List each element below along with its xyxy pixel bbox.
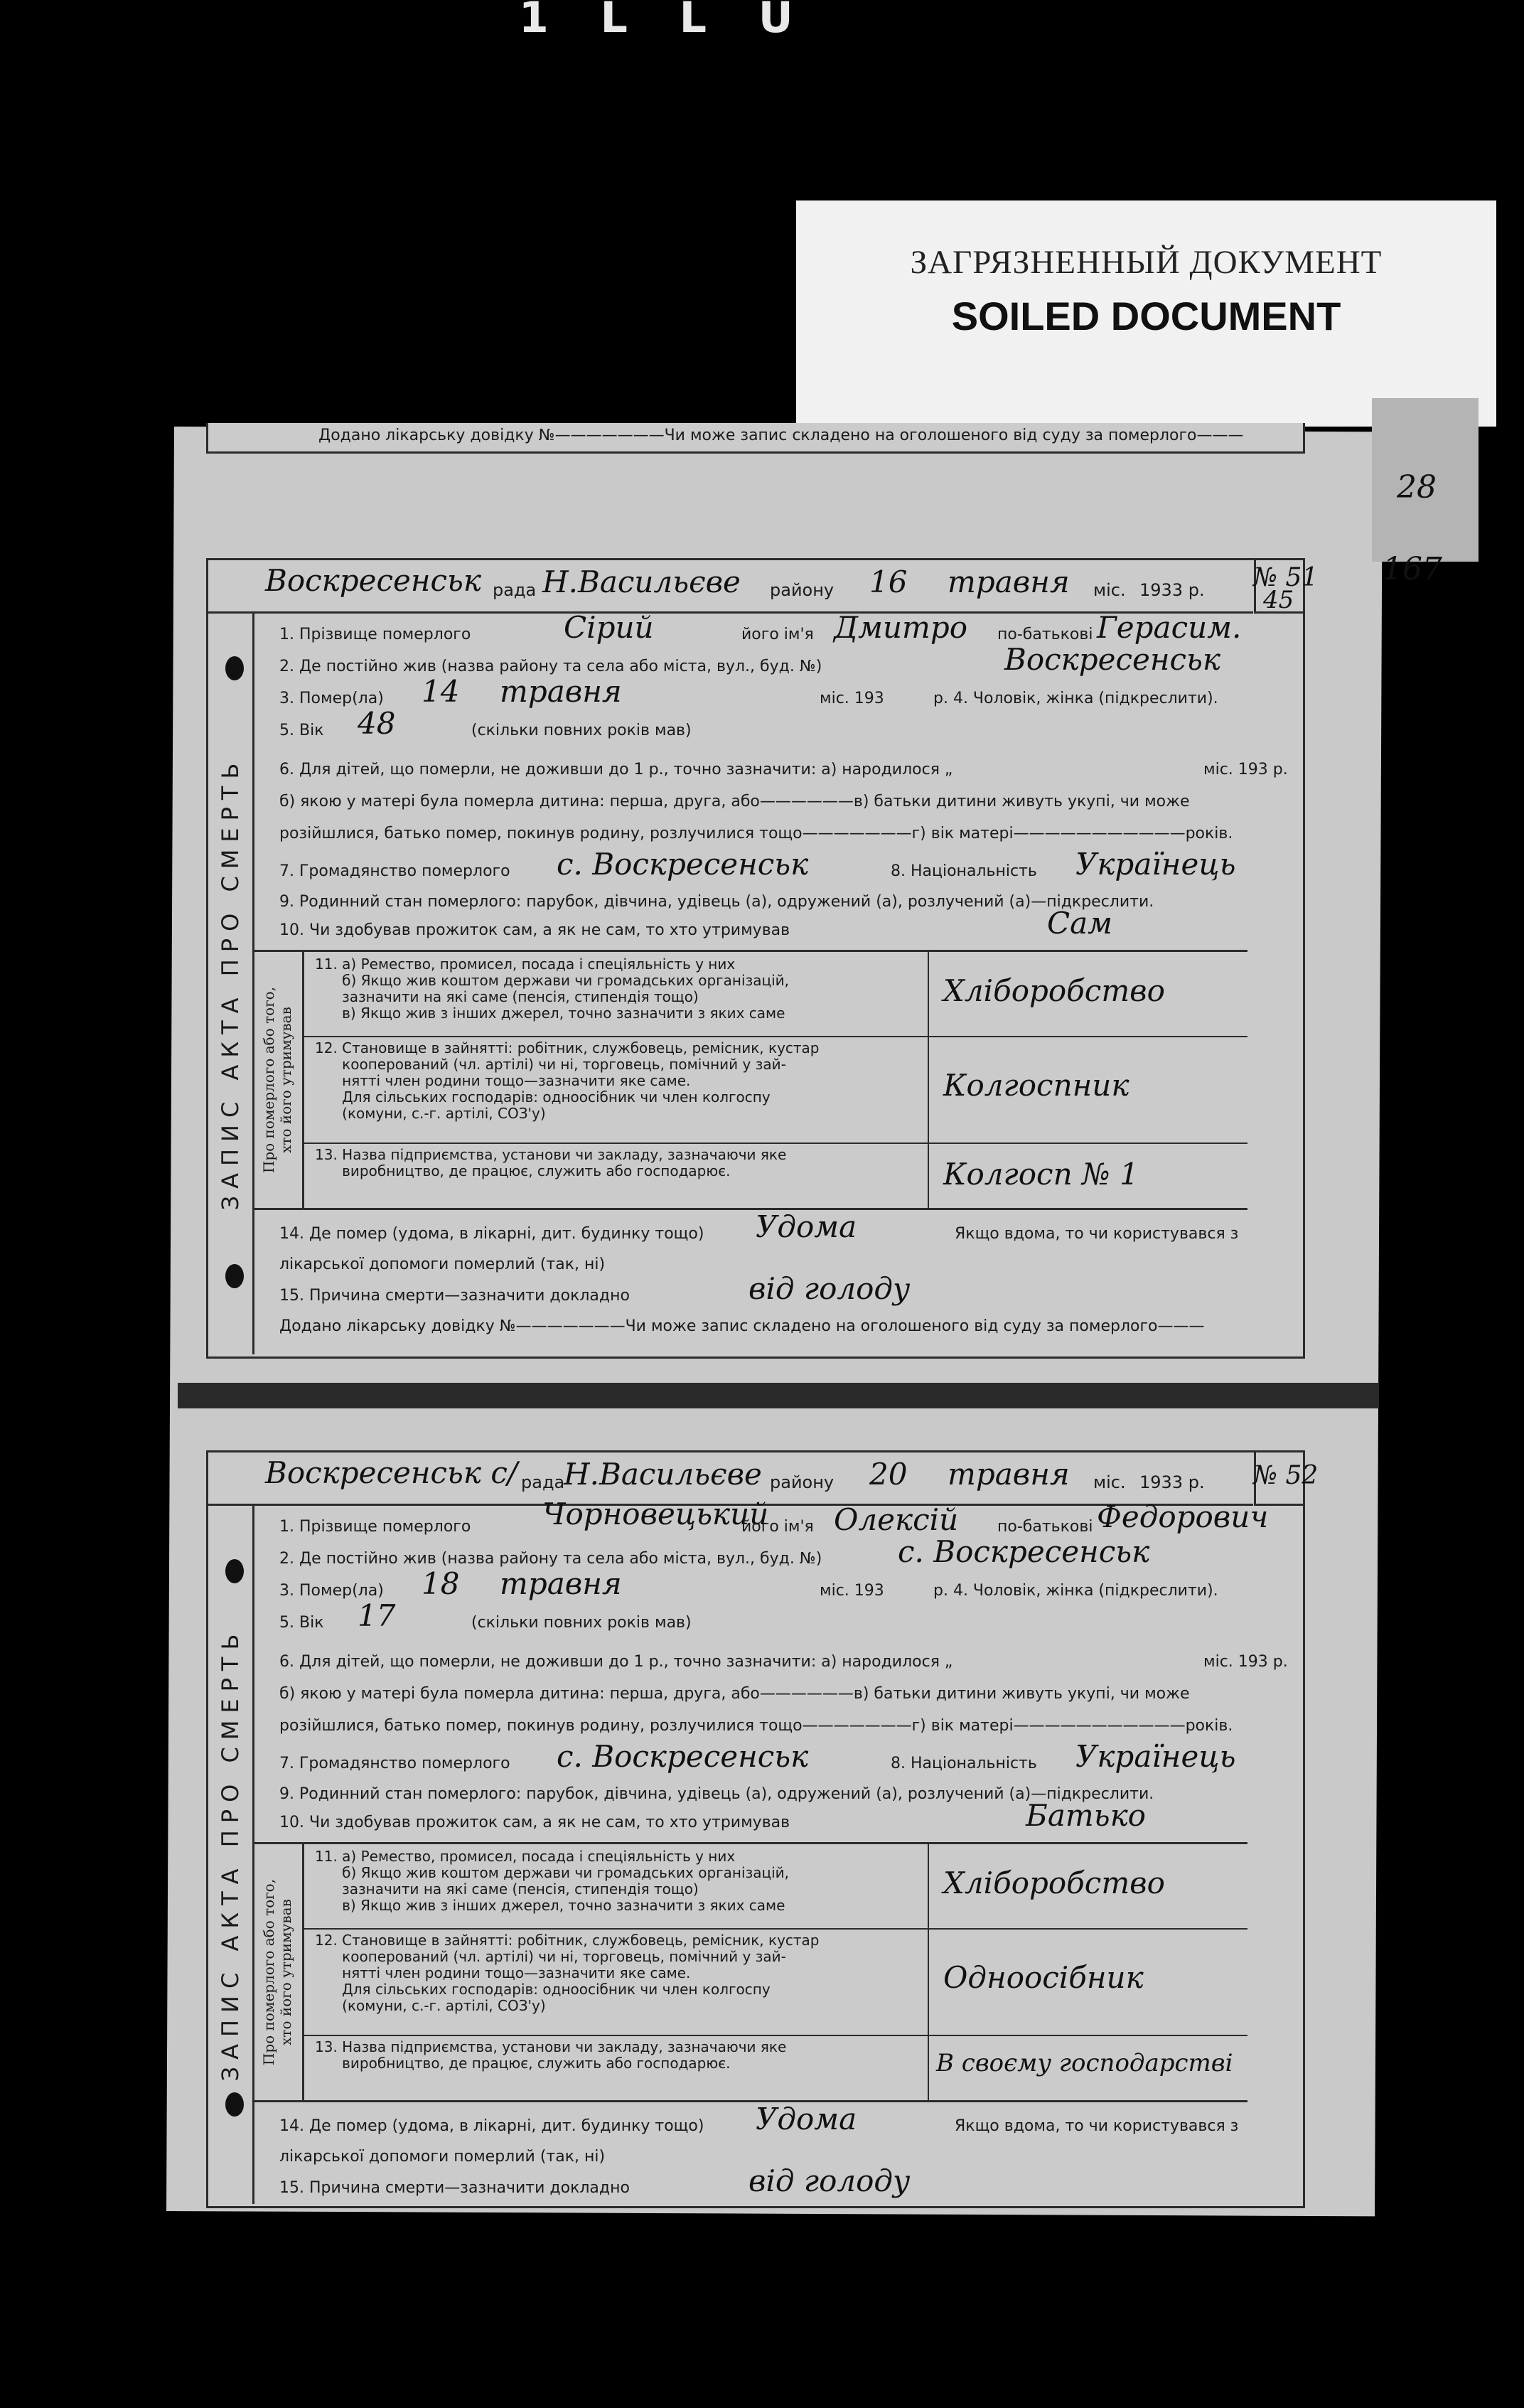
- supported-by: Сам: [1047, 906, 1112, 941]
- soiled-notice-en: SOILED DOCUMENT: [951, 294, 1341, 338]
- record-month: травня: [948, 1457, 1070, 1492]
- line-7: 7. Громадянство померлого с. Воскресенськ 8. Національність Українець: [279, 847, 1236, 882]
- archive-number-bottom: 167: [1383, 551, 1442, 587]
- surname: Чорновецький: [542, 1497, 769, 1531]
- rada: Н.Васильєве: [542, 564, 741, 599]
- line-1: 1. Прізвище померлого Сірий його ім'я Дмитро по-батькові Герасим.: [279, 610, 1242, 645]
- nationality: Українець: [1075, 1739, 1236, 1774]
- line-15: 15. Причина смерти—зазначити докладно від голоду: [279, 2163, 911, 2198]
- line-5: 5. Вік 17 (скільки повних років мав): [279, 1598, 692, 1633]
- cause-of-death: від голоду: [748, 1271, 911, 1306]
- village: Воскресенськ: [265, 563, 482, 598]
- row-11: 11. а) Ремество, промисел, посада і спеціяльність у них б) Якщо жив коштом держави чи громадських організацій, зазначити на які саме (пенсія, стипендія тощо) в) Якщо жив з інших джерел, точно зазначити з яких саме Хліборобство: [302, 1844, 1247, 1930]
- month-label: міс.: [1093, 580, 1126, 600]
- punch-hole: [225, 1264, 244, 1288]
- occupation-block: [252, 1842, 1247, 2102]
- line-3: 3. Помер(ла) 14 травня міс. 193 р. 4. Чоловік, жінка (підкреслити).: [279, 674, 1218, 709]
- occupation-block: [252, 950, 1247, 1210]
- line-10: 10. Чи здобував прожиток сам, а як не сам, то хто утримував Батько: [279, 1798, 1146, 1833]
- death-day: 14: [422, 674, 460, 709]
- soiled-notice-ru: ЗАГРЯЗНЕННЫЙ ДОКУМЕНТ: [910, 244, 1383, 281]
- nationality: Українець: [1075, 847, 1236, 882]
- citizenship: с. Воскресенськ: [557, 1739, 809, 1774]
- line-9: 9. Родинний стан померлого: парубок, дівчина, удівець (а), одружений (а), розлучений (а)—підкреслити.: [279, 1785, 1154, 1803]
- record-month: травня: [948, 564, 1070, 599]
- place-of-death: Удома: [756, 2102, 857, 2136]
- rada-label: рада: [493, 580, 537, 600]
- line-6c: розійшлися, батько помер, покинув родину, розлучилися тощо———————г) вік матері———————————років.: [279, 1717, 1233, 1735]
- record-number: № 52: [1253, 1461, 1319, 1490]
- line-9: 9. Родинний стан померлого: парубок, дівчина, удівець (а), одружений (а), розлучений (а)—підкреслити.: [279, 893, 1154, 911]
- line-5: 5. Вік 48 (скільки повних років мав): [279, 706, 692, 741]
- raion-label: району: [770, 1472, 835, 1492]
- record-day: 16: [869, 564, 908, 599]
- age: 17: [358, 1598, 396, 1633]
- record-number-box: [1253, 1452, 1319, 1506]
- given-name: Дмитро: [834, 610, 968, 645]
- line-2: 2. Де постійно жив (назва району та села або міста, вул., буд. №) Воскресенськ: [279, 642, 1221, 677]
- workplace: В своєму господарстві: [936, 2049, 1233, 2077]
- cause-of-death: від голоду: [748, 2163, 911, 2198]
- line-15: 15. Причина смерти—зазначити докладно від голоду: [279, 1271, 911, 1306]
- rada: Н.Васильєве: [564, 1457, 762, 1492]
- surname: Сірий: [564, 610, 654, 645]
- row-12: 12. Становище в зайнятті: робітник, службовець, ремісник, кустар кооперований (чл. артілі) чи ні, торговець, помічний у зай- нятті член родини тощо—зазначити яке саме. Для сільських господарів: одноосібник чи член колгоспу (комуни, с.-г. артілі, СОЗ'у) Одноосібник: [302, 1928, 1247, 2036]
- archive-mark: 1 L L U: [519, 0, 812, 43]
- rada-label: рада: [521, 1472, 565, 1492]
- occupation-side-label: Про померлого або того, хто його утримував: [252, 1844, 304, 2100]
- footer-line: Додано лікарську довідку №———————Чи може запис складено на оголошеного від суду за померлого———: [279, 1317, 1205, 1335]
- line-6c: розійшлися, батько помер, покинув родину, розлучилися тощо———————г) вік матері———————————років.: [279, 825, 1233, 842]
- year-label: 1933 р.: [1139, 1472, 1205, 1492]
- row-12: 12. Становище в зайнятті: робітник, службовець, ремісник, кустар кооперований (чл. артілі) чи ні, торговець, помічний у зай- нятті член родини тощо—зазначити яке саме. Для сільських господарів: одноосібник чи член колгоспу (комуни, с.-г. артілі, СОЗ'у) Колгоспник: [302, 1036, 1247, 1144]
- occupation-side-label: Про померлого або того, хто його утримував: [252, 952, 304, 1208]
- archive-number-top: 28: [1397, 469, 1437, 505]
- record-number-box: [1253, 560, 1319, 614]
- sheet-gap: [178, 1383, 1379, 1408]
- row-13: 13. Назва підприємства, установи чи закладу, зазначаючи яке виробництво, де працює, служить або господарює. В своєму господарстві: [302, 2035, 1247, 2100]
- given-name: Олексій: [834, 1502, 959, 1537]
- line-2: 2. Де постійно жив (назва району та села або міста, вул., буд. №) с. Воскресенськ: [279, 1534, 1150, 1569]
- row-13: 13. Назва підприємства, установи чи закладу, зазначаючи яке виробництво, де працює, служить або господарює. Колгосп № 1: [302, 1143, 1247, 1208]
- death-month: травня: [500, 1566, 622, 1601]
- record-number-alt: 45: [1263, 586, 1294, 614]
- line-6a: 6. Для дітей, що померли, не доживши до 1 р., точно зазначити: а) народилося „ міс. 193 р.: [279, 761, 1288, 778]
- line-6b: б) якою у матері була померла дитина: перша, друга, або——————в) батьки дитини живуть укупі, чи може: [279, 1685, 1190, 1703]
- line-1: 1. Прізвище померлого Чорновецький його ім'я Олексій по-батькові Федорович: [279, 1497, 1269, 1537]
- row-11: 11. а) Ремество, промисел, посада і спеціяльність у них б) Якщо жив коштом держави чи громадських організацій, зазначити на які саме (пенсія, стипендія тощо) в) Якщо жив з інших джерел, точно зазначити з яких саме Хліборобство: [302, 952, 1247, 1037]
- raion-label: району: [770, 580, 835, 600]
- line-10: 10. Чи здобував прожиток сам, а як не сам, то хто утримував Сам: [279, 906, 1112, 941]
- line-6a: 6. Для дітей, що померли, не доживши до 1 р., точно зазначити: а) народилося „ міс. 193 р.: [279, 1653, 1288, 1671]
- workplace: Колгосп № 1: [943, 1157, 1139, 1192]
- death-record-2: [206, 1450, 1319, 2208]
- patronymic: Федорович: [1097, 1499, 1269, 1534]
- line-7: 7. Громадянство померлого с. Воскресенськ 8. Національність Українець: [279, 1739, 1236, 1774]
- soiled-notice: [796, 200, 1496, 427]
- occupation: Хліборобство: [943, 1866, 1165, 1900]
- death-record-1: [206, 558, 1319, 1359]
- status: Одноосібник: [943, 1960, 1144, 1995]
- record-header: [208, 560, 1253, 614]
- line-14: 14. Де помер (удома, в лікарні, дит. будинку тощо) Удома Якщо вдома, то чи користувався з: [279, 2102, 1239, 2136]
- death-day: 18: [422, 1566, 460, 1601]
- line-14b: лікарської допомоги померлий (так, ні): [279, 2148, 606, 2166]
- residence: с. Воскресенськ: [898, 1534, 1150, 1569]
- line-3: 3. Помер(ла) 18 травня міс. 193 р. 4. Чоловік, жінка (підкреслити).: [279, 1566, 1218, 1601]
- occupation: Хліборобство: [943, 973, 1165, 1008]
- line-14b: лікарської допомоги померлий (так, ні): [279, 1256, 606, 1273]
- month-label: міс.: [1093, 1472, 1126, 1492]
- previous-footer-text: Додано лікарську довідку №———————Чи може запис складено на оголошеного від суду за померлого———: [318, 427, 1244, 444]
- residence: Воскресенськ: [1004, 642, 1221, 677]
- village: Воскресенськ с/: [265, 1455, 518, 1490]
- place-of-death: Удома: [756, 1209, 857, 1244]
- punch-hole: [225, 1559, 244, 1583]
- vertical-title: ЗАПИС АКТА ПРО СМЕРТЬ: [208, 611, 254, 1354]
- punch-hole: [225, 2092, 244, 2117]
- supported-by: Батько: [1026, 1798, 1146, 1833]
- line-6b: б) якою у матері була померла дитина: перша, друга, або——————в) батьки дитини живуть укупі, чи може: [279, 793, 1190, 810]
- patronymic: Герасим.: [1097, 610, 1242, 645]
- vertical-title: ЗАПИС АКТА ПРО СМЕРТЬ: [208, 1504, 254, 2204]
- citizenship: с. Воскресенськ: [557, 847, 809, 882]
- punch-hole: [225, 656, 244, 680]
- death-month: травня: [500, 674, 622, 709]
- year-label: 1933 р.: [1139, 580, 1205, 600]
- previous-record-footer: [206, 423, 1305, 454]
- status: Колгоспник: [943, 1068, 1129, 1103]
- record-day: 20: [869, 1457, 908, 1492]
- line-14: 14. Де помер (удома, в лікарні, дит. будинку тощо) Удома Якщо вдома, то чи користувався з: [279, 1209, 1239, 1244]
- age: 48: [358, 706, 396, 741]
- record-number: № 51: [1253, 563, 1319, 592]
